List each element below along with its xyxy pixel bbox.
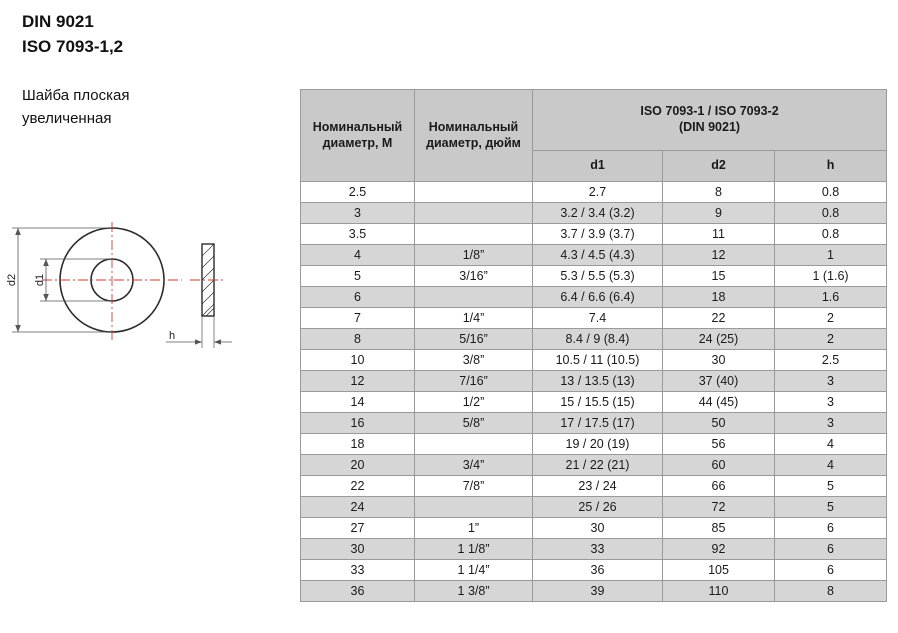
- cell-nominal-mm: 2.5: [301, 182, 415, 203]
- cell-d1: 3.2 / 3.4 (3.2): [533, 203, 663, 224]
- washer-technical-drawing: [6, 222, 286, 367]
- table-row: [301, 539, 887, 560]
- cell-nominal-mm: 7: [301, 308, 415, 329]
- cell-h: 4: [775, 455, 887, 476]
- cell-nominal-mm: 36: [301, 581, 415, 602]
- cell-nominal-inch: [415, 182, 533, 203]
- cell-d2: 72: [663, 497, 775, 518]
- cell-d2: 15: [663, 266, 775, 287]
- cell-h: 8: [775, 581, 887, 602]
- table-header: [301, 90, 887, 182]
- cell-d1: 10.5 / 11 (10.5): [533, 350, 663, 371]
- cell-d2: 8: [663, 182, 775, 203]
- cell-nominal-inch: 3/16”: [415, 266, 533, 287]
- cell-nominal-mm: 30: [301, 539, 415, 560]
- table-row: [301, 581, 887, 602]
- cell-d2: 92: [663, 539, 775, 560]
- cell-nominal-inch: 3/8”: [415, 350, 533, 371]
- cell-nominal-inch: 7/8”: [415, 476, 533, 497]
- table-row: [301, 182, 887, 203]
- washer-specification-table: [300, 89, 887, 602]
- cell-nominal-mm: 3: [301, 203, 415, 224]
- table-row: [301, 245, 887, 266]
- cell-d2: 12: [663, 245, 775, 266]
- dimension-label-h: h: [168, 330, 176, 342]
- cell-d2: 85: [663, 518, 775, 539]
- table-row: [301, 392, 887, 413]
- table-row: [301, 560, 887, 581]
- cell-h: 0.8: [775, 203, 887, 224]
- cell-h: 1: [775, 245, 887, 266]
- cell-nominal-mm: 12: [301, 371, 415, 392]
- cell-d2: 9: [663, 203, 775, 224]
- cell-d1: 36: [533, 560, 663, 581]
- cell-d1: 7.4: [533, 308, 663, 329]
- cell-nominal-inch: 5/16”: [415, 329, 533, 350]
- header-h: h: [775, 151, 887, 182]
- cell-d2: 50: [663, 413, 775, 434]
- cell-d1: 17 / 17.5 (17): [533, 413, 663, 434]
- cell-nominal-inch: 1/8”: [415, 245, 533, 266]
- cell-h: 2: [775, 308, 887, 329]
- cell-h: 6: [775, 518, 887, 539]
- cell-nominal-inch: 1/4”: [415, 308, 533, 329]
- arrow-h-right: [214, 339, 221, 344]
- standard-title: [22, 10, 292, 59]
- cell-d1: 13 / 13.5 (13): [533, 371, 663, 392]
- table-row: [301, 308, 887, 329]
- standard-title-line2: ISO 7093-1,2: [22, 36, 124, 56]
- cell-d1: 23 / 24: [533, 476, 663, 497]
- cell-d2: 60: [663, 455, 775, 476]
- cell-d1: 30: [533, 518, 663, 539]
- cell-nominal-inch: [415, 434, 533, 455]
- cell-d2: 56: [663, 434, 775, 455]
- cell-nominal-mm: 4: [301, 245, 415, 266]
- cell-nominal-mm: 3.5: [301, 224, 415, 245]
- cell-nominal-inch: 1”: [415, 518, 533, 539]
- cell-d1: 3.7 / 3.9 (3.7): [533, 224, 663, 245]
- cell-d1: 15 / 15.5 (15): [533, 392, 663, 413]
- table-row: [301, 266, 887, 287]
- arrow-d1-bottom: [43, 294, 49, 301]
- cell-nominal-mm: 8: [301, 329, 415, 350]
- cell-d2: 44 (45): [663, 392, 775, 413]
- cell-nominal-mm: 14: [301, 392, 415, 413]
- cell-nominal-mm: 33: [301, 560, 415, 581]
- header-nominal-inch: Номинальный диаметр, дюйм: [415, 90, 533, 182]
- product-description-line1: Шайба плоская: [22, 87, 130, 105]
- cell-h: 3: [775, 392, 887, 413]
- dimension-label-d2: d2: [6, 273, 18, 287]
- header-standard-group: [533, 90, 887, 151]
- cell-nominal-inch: [415, 224, 533, 245]
- cell-nominal-inch: 1 3/8”: [415, 581, 533, 602]
- cell-h: 3: [775, 371, 887, 392]
- table-row: [301, 224, 887, 245]
- cell-h: 0.8: [775, 224, 887, 245]
- cell-nominal-inch: [415, 287, 533, 308]
- cell-nominal-inch: 3/4”: [415, 455, 533, 476]
- cell-d1: 4.3 / 4.5 (4.3): [533, 245, 663, 266]
- cell-h: 5: [775, 497, 887, 518]
- cell-nominal-mm: 18: [301, 434, 415, 455]
- cell-nominal-inch: [415, 203, 533, 224]
- cell-nominal-mm: 22: [301, 476, 415, 497]
- table-body: [301, 182, 887, 602]
- header-standard-group-line2: (DIN 9021): [678, 120, 741, 134]
- cell-h: 4: [775, 434, 887, 455]
- cell-h: 6: [775, 539, 887, 560]
- cell-nominal-mm: 16: [301, 413, 415, 434]
- cell-h: 2.5: [775, 350, 887, 371]
- cell-d2: 30: [663, 350, 775, 371]
- arrow-d2-bottom: [15, 325, 21, 332]
- table-row: [301, 350, 887, 371]
- standard-title-line1: DIN 9021: [22, 12, 94, 31]
- cell-d1: 19 / 20 (19): [533, 434, 663, 455]
- table-row: [301, 371, 887, 392]
- cell-nominal-mm: 10: [301, 350, 415, 371]
- header-standard-group-line1: ISO 7093-1 / ISO 7093-2: [640, 104, 779, 119]
- dimension-label-d1: d1: [34, 273, 46, 287]
- cell-h: 1 (1.6): [775, 266, 887, 287]
- cell-nominal-mm: 20: [301, 455, 415, 476]
- cell-d2: 105: [663, 560, 775, 581]
- cell-nominal-mm: 6: [301, 287, 415, 308]
- cell-nominal-mm: 5: [301, 266, 415, 287]
- title-block: [22, 10, 292, 130]
- cell-d1: 2.7: [533, 182, 663, 203]
- table-header-row-1: [301, 90, 887, 151]
- table-row: [301, 518, 887, 539]
- cell-d1: 8.4 / 9 (8.4): [533, 329, 663, 350]
- arrow-d2-top: [15, 228, 21, 235]
- cell-nominal-mm: 27: [301, 518, 415, 539]
- cell-h: 5: [775, 476, 887, 497]
- header-d1: d1: [533, 151, 663, 182]
- table-row: [301, 287, 887, 308]
- cell-nominal-inch: 1/2”: [415, 392, 533, 413]
- cell-nominal-inch: 1 1/4”: [415, 560, 533, 581]
- cell-d1: 21 / 22 (21): [533, 455, 663, 476]
- cell-nominal-inch: 1 1/8”: [415, 539, 533, 560]
- cell-d2: 110: [663, 581, 775, 602]
- table-row: [301, 455, 887, 476]
- table-row: [301, 434, 887, 455]
- product-description: [22, 85, 292, 130]
- cell-d2: 11: [663, 224, 775, 245]
- arrow-d1-top: [43, 259, 49, 266]
- table-row: [301, 413, 887, 434]
- cell-d2: 37 (40): [663, 371, 775, 392]
- cell-d2: 66: [663, 476, 775, 497]
- table-row: [301, 329, 887, 350]
- table-row: [301, 497, 887, 518]
- table-row: [301, 203, 887, 224]
- specification-table-wrapper: [300, 89, 886, 602]
- cell-h: 3: [775, 413, 887, 434]
- cell-nominal-inch: 5/8”: [415, 413, 533, 434]
- cell-nominal-mm: 24: [301, 497, 415, 518]
- table-row: [301, 476, 887, 497]
- header-nominal-mm: Номинальный диаметр, M: [301, 90, 415, 182]
- cell-d1: 39: [533, 581, 663, 602]
- cell-h: 1.6: [775, 287, 887, 308]
- product-description-line2: увеличенная: [22, 109, 112, 127]
- cell-d1: 33: [533, 539, 663, 560]
- cell-d1: 6.4 / 6.6 (6.4): [533, 287, 663, 308]
- cell-h: 2: [775, 329, 887, 350]
- cell-d1: 25 / 26: [533, 497, 663, 518]
- cell-d1: 5.3 / 5.5 (5.3): [533, 266, 663, 287]
- cell-h: 0.8: [775, 182, 887, 203]
- cell-d2: 18: [663, 287, 775, 308]
- arrow-h-left: [195, 339, 202, 344]
- cell-nominal-inch: [415, 497, 533, 518]
- cell-nominal-inch: 7/16”: [415, 371, 533, 392]
- cell-d2: 22: [663, 308, 775, 329]
- cell-d2: 24 (25): [663, 329, 775, 350]
- header-d2: d2: [663, 151, 775, 182]
- cell-h: 6: [775, 560, 887, 581]
